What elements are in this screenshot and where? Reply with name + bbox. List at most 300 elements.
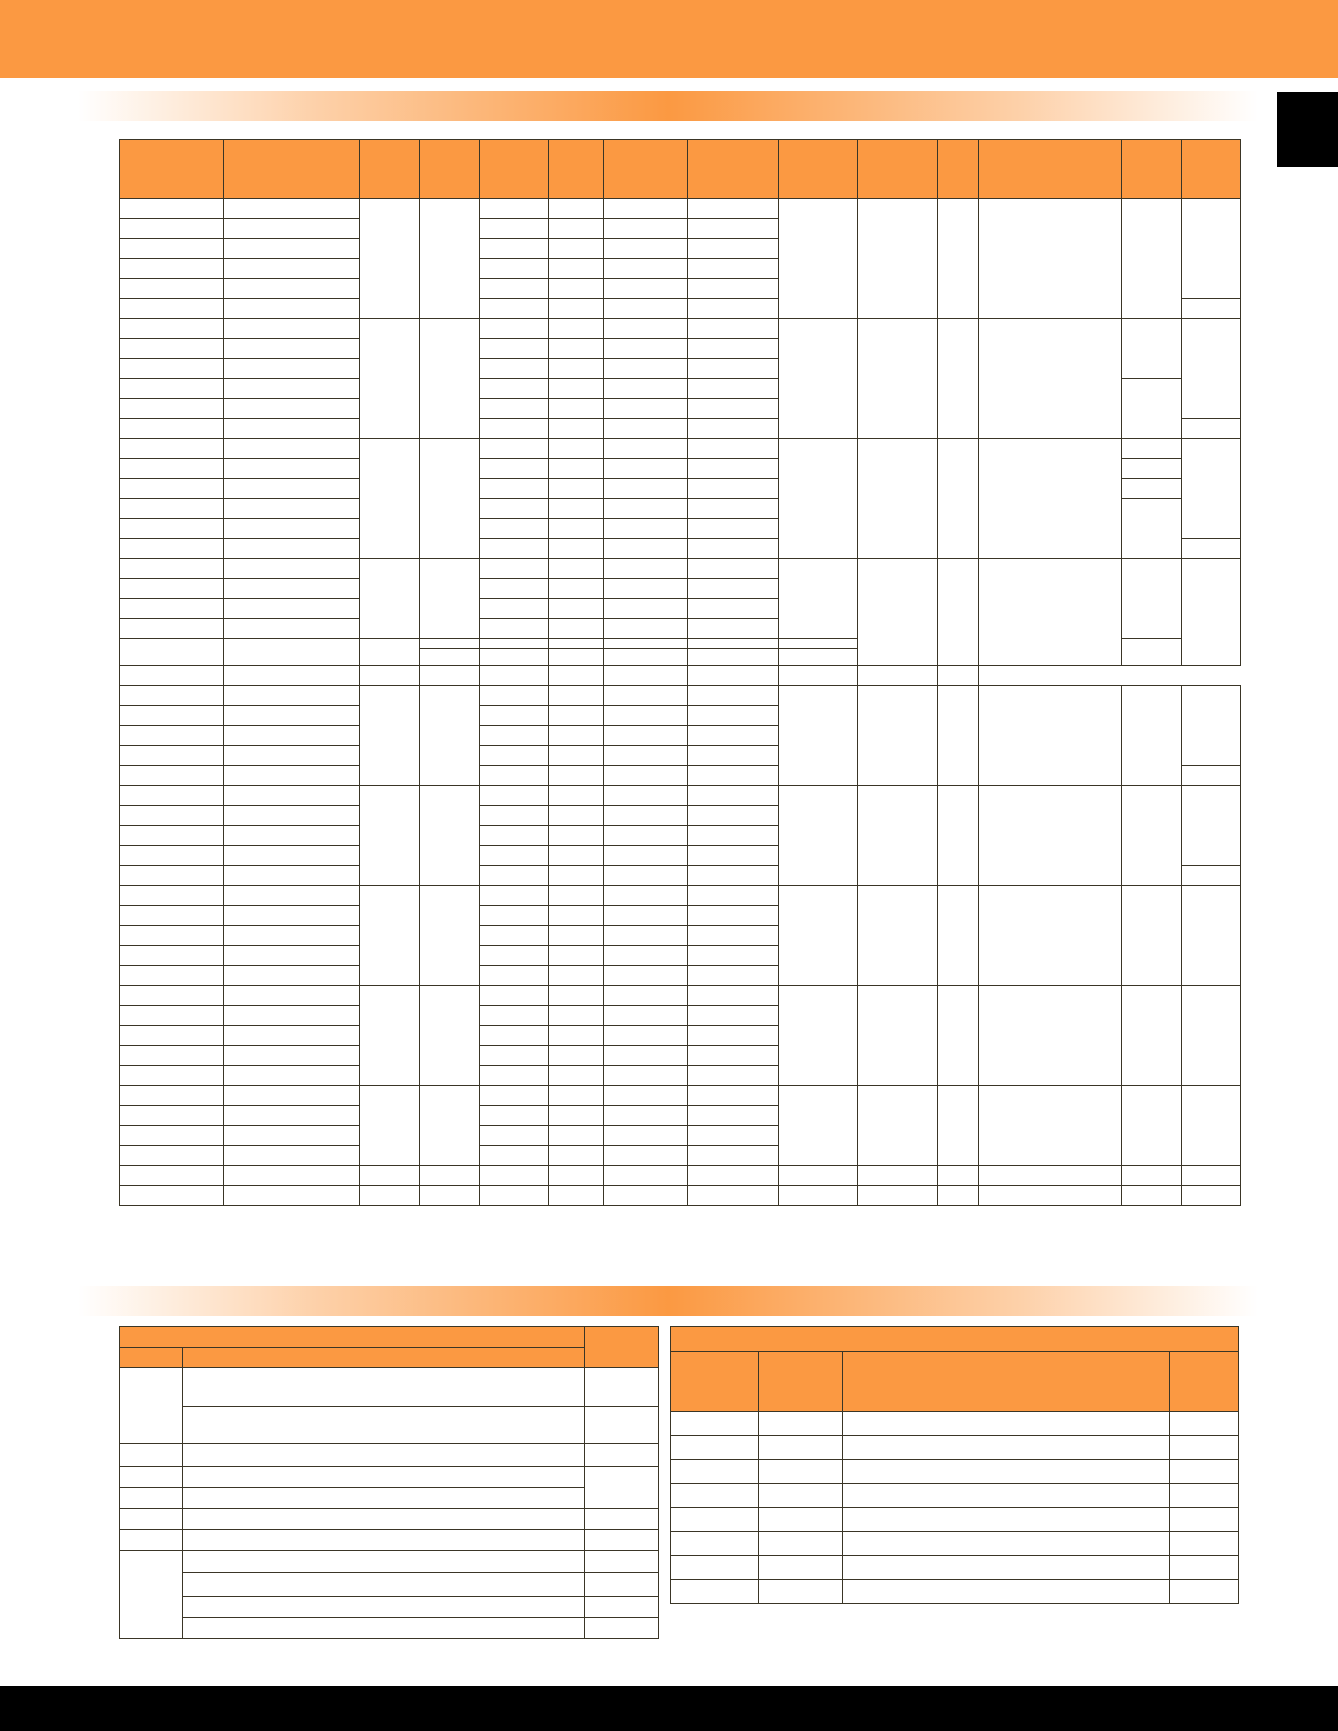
table-cell [604,846,688,866]
table-cell [120,1444,183,1467]
table-cell [938,786,979,886]
table-cell [688,1186,779,1206]
table-cell [549,399,604,419]
table-cell [938,439,979,559]
table-cell [938,1086,979,1166]
table-cell [779,649,858,666]
table-cell [938,319,979,439]
table-cell [480,1026,549,1046]
table-row [120,199,1241,219]
table-cell [183,1597,585,1618]
table-cell [604,1146,688,1166]
table-cell [688,766,779,786]
table-cell [480,1086,549,1106]
table-cell [1122,786,1182,886]
table-cell [779,1086,858,1166]
table-cell [979,886,1122,986]
table-cell [420,886,480,986]
table-cell [688,599,779,619]
table-cell [549,1166,604,1186]
table-cell [120,359,224,379]
table-cell [688,946,779,966]
table-cell [224,459,360,479]
column-header [843,1352,1170,1412]
table-cell [688,279,779,299]
table-cell [480,339,549,359]
table-cell [1122,199,1182,319]
table-cell [1122,439,1182,459]
table-cell [120,1006,224,1026]
table-row [671,1412,1239,1436]
table-row [671,1580,1239,1604]
table-cell [759,1460,843,1484]
table-cell [688,886,779,906]
table-cell [1122,639,1182,666]
table-cell [1122,379,1182,439]
table-cell [120,599,224,619]
table-cell [604,639,688,649]
table-cell [585,1509,659,1530]
table-cell [1122,459,1182,479]
table-cell [549,559,604,579]
column-header [938,140,979,199]
table-cell [183,1467,585,1488]
table-row [120,666,1241,686]
column-header [420,140,480,199]
table-cell [360,1166,420,1186]
table-cell [360,786,420,886]
table-cell [120,1106,224,1126]
column-header [858,140,938,199]
table-cell [549,379,604,399]
table-cell [585,1530,659,1551]
table-cell [120,1066,224,1086]
table-cell [549,319,604,339]
table-cell [1170,1508,1239,1532]
table-cell [1182,986,1241,1086]
table-cell [688,239,779,259]
table-cell [549,666,604,686]
table-cell [480,579,549,599]
table-cell [1122,479,1182,499]
table-cell [549,886,604,906]
column-header [480,140,549,199]
table-cell [858,886,938,986]
table-cell [549,219,604,239]
table-cell [938,559,979,666]
table-cell [1182,319,1241,419]
table-row [120,439,1241,459]
table-cell [183,1573,585,1597]
table-cell [938,199,979,319]
table-cell [549,199,604,219]
table-cell [979,786,1122,886]
table-cell [604,239,688,259]
table-cell [120,319,224,339]
table-cell [360,886,420,986]
table-row [120,1407,659,1444]
table-cell [858,199,938,319]
table-cell [224,946,360,966]
table-cell [858,1186,938,1206]
table-cell [480,746,549,766]
table-cell [604,399,688,419]
table-cell [224,559,360,579]
table-cell [604,766,688,786]
table-row [120,686,1241,706]
table-cell [1182,199,1241,299]
table-cell [224,299,360,319]
table-cell [779,786,858,886]
column-header [120,1348,183,1368]
table-cell [120,826,224,846]
table-cell [688,1166,779,1186]
table-cell [420,199,480,319]
table-cell [1122,1166,1182,1186]
table-cell [480,806,549,826]
table-cell [549,1086,604,1106]
table-cell [843,1580,1170,1604]
table-cell [120,259,224,279]
table-cell [224,639,360,666]
table-cell [1182,1086,1241,1166]
table-cell [585,1407,659,1444]
table-cell [604,746,688,766]
table-cell [224,746,360,766]
table-cell [858,786,938,886]
table-cell [1182,439,1241,539]
table-cell [480,539,549,559]
table-cell [224,906,360,926]
table-cell [688,339,779,359]
table-cell [549,539,604,559]
table-cell [224,846,360,866]
table-cell [480,199,549,219]
table-cell [224,279,360,299]
table-cell [688,966,779,986]
table-cell [120,686,224,706]
table-cell [688,1066,779,1086]
table-cell [604,1046,688,1066]
table-cell [183,1551,585,1573]
table-cell [1182,766,1241,786]
table-cell [420,986,480,1086]
table-cell [1122,319,1182,379]
column-header [979,140,1122,199]
table-cell [549,239,604,259]
table-cell [549,459,604,479]
table-cell [480,379,549,399]
table-cell [480,906,549,926]
table-cell [585,1573,659,1597]
table-cell [120,1126,224,1146]
table-cell [480,439,549,459]
table-cell [120,639,224,666]
table-cell [224,886,360,906]
table-cell [671,1556,759,1580]
table-cell [671,1412,759,1436]
table-cell [549,599,604,619]
column-header [360,140,420,199]
table-cell [938,666,979,686]
table-title [671,1327,1239,1352]
table-cell [360,319,420,439]
table-cell [224,599,360,619]
table-cell [779,686,858,786]
table-cell [224,479,360,499]
table-cell [480,419,549,439]
table-cell [224,319,360,339]
table-cell [120,1467,183,1488]
table-cell [420,786,480,886]
table-cell [1182,886,1241,986]
table-cell [1170,1436,1239,1460]
table-cell [120,1086,224,1106]
table-cell [1122,499,1182,559]
table-cell [120,339,224,359]
table-cell [688,519,779,539]
table-row [120,1444,659,1467]
table-cell [843,1460,1170,1484]
table-cell [480,786,549,806]
table-cell [480,706,549,726]
table-cell [549,746,604,766]
table-cell [120,519,224,539]
column-header [671,1352,759,1412]
table-cell [360,666,420,686]
column-header [604,140,688,199]
table-row [120,1488,659,1509]
table-cell [480,499,549,519]
table-cell [604,339,688,359]
table-cell [604,1166,688,1186]
table-cell [224,986,360,1006]
table-cell [843,1508,1170,1532]
table-cell [120,886,224,906]
table-cell [1122,1086,1182,1166]
table-cell [549,926,604,946]
table-cell [549,866,604,886]
table-cell [938,1166,979,1186]
table-cell [549,1006,604,1026]
table-cell [604,419,688,439]
table-cell [120,459,224,479]
table-cell [224,1066,360,1086]
table-cell [480,619,549,639]
table-cell [120,866,224,886]
table-cell [224,866,360,886]
section-divider-bottom [78,1286,1258,1316]
table-cell [224,706,360,726]
table-cell [224,1186,360,1206]
table-cell [1170,1532,1239,1556]
table-cell [480,666,549,686]
table-cell [224,1026,360,1046]
table-cell [480,966,549,986]
table-cell [779,1186,858,1206]
table-cell [549,649,604,666]
table-cell [120,579,224,599]
table-cell [224,806,360,826]
table-cell [224,499,360,519]
table-cell [604,619,688,639]
table-cell [120,479,224,499]
table-cell [979,319,1122,439]
table-cell [224,259,360,279]
table-cell [120,1146,224,1166]
table-cell [688,479,779,499]
table-cell [688,219,779,239]
column-header [688,140,779,199]
table-cell [843,1484,1170,1508]
table-row [120,986,1241,1006]
table-cell [224,966,360,986]
table-cell [549,1126,604,1146]
table-cell [604,1026,688,1046]
table-header-row [120,140,1241,199]
table-cell [120,439,224,459]
table-cell [120,1046,224,1066]
table-cell [688,399,779,419]
table-cell [420,686,480,786]
table-cell [224,926,360,946]
table-cell [549,439,604,459]
table-cell [604,906,688,926]
table-cell [688,259,779,279]
table-cell [604,279,688,299]
table-cell [604,319,688,339]
column-header [585,1327,659,1368]
table-cell [585,1551,659,1573]
table-row [120,1086,1241,1106]
table-cell [224,1106,360,1126]
table-cell [120,419,224,439]
table-cell [604,299,688,319]
table-cell [120,666,224,686]
table-cell [549,1106,604,1126]
table-cell [688,1106,779,1126]
table-cell [120,766,224,786]
table-cell [604,926,688,946]
column-header [1182,140,1241,199]
table-cell [688,1046,779,1066]
table-cell [480,259,549,279]
table-cell [360,986,420,1086]
column-header [549,140,604,199]
table-cell [549,499,604,519]
table-cell [604,1006,688,1026]
table-cell [549,339,604,359]
table-cell [688,866,779,886]
table-cell [979,559,1122,666]
table-cell [604,379,688,399]
table-cell [688,1026,779,1046]
table-cell [604,966,688,986]
table-cell [549,359,604,379]
table-row [120,1618,659,1639]
table-cell [759,1556,843,1580]
table-cell [979,199,1122,319]
table-cell [688,639,779,649]
table-cell [843,1436,1170,1460]
table-cell [120,1368,183,1444]
table-cell [224,239,360,259]
table-cell [604,579,688,599]
table-cell [688,319,779,339]
table-cell [480,1066,549,1086]
table-cell [224,359,360,379]
table-cell [549,826,604,846]
table-cell [480,1046,549,1066]
table-cell [604,806,688,826]
table-cell [688,926,779,946]
table-cell [779,199,858,319]
table-cell [224,539,360,559]
table-cell [183,1488,585,1509]
table-cell [420,559,480,639]
table-cell [120,499,224,519]
section-divider-top [78,91,1258,121]
table-cell [120,1488,183,1509]
table-row [671,1508,1239,1532]
table-cell [120,786,224,806]
table-cell [480,1146,549,1166]
table-cell [120,1026,224,1046]
table-cell [420,639,480,649]
table-cell [843,1556,1170,1580]
table-cell [858,1166,938,1186]
table-cell [549,706,604,726]
table-cell [688,1146,779,1166]
table-cell [480,559,549,579]
table-cell [688,649,779,666]
table-cell [759,1436,843,1460]
table-cell [120,966,224,986]
table-cell [688,726,779,746]
table-cell [688,1126,779,1146]
table-cell [1122,559,1182,639]
table-cell [224,1006,360,1026]
table-cell [549,1026,604,1046]
table-cell [671,1436,759,1460]
table-cell [604,259,688,279]
table-row [671,1484,1239,1508]
table-row [120,1573,659,1597]
table-cell [549,946,604,966]
table-cell [604,666,688,686]
table-cell [549,766,604,786]
table-cell [480,1006,549,1026]
table-cell [688,826,779,846]
table-header-row [671,1352,1239,1412]
table-cell [604,706,688,726]
column-header [183,1348,585,1368]
table-cell [420,319,480,439]
table-cell [224,1046,360,1066]
table-cell [604,786,688,806]
table-cell [480,926,549,946]
table-cell [120,379,224,399]
table-cell [480,219,549,239]
column-header [1122,140,1182,199]
table-cell [938,686,979,786]
table-header-row [671,1327,1239,1352]
table-cell [585,1467,659,1509]
table-cell [779,439,858,559]
table-row [671,1436,1239,1460]
table-cell [688,986,779,1006]
table-cell [480,359,549,379]
